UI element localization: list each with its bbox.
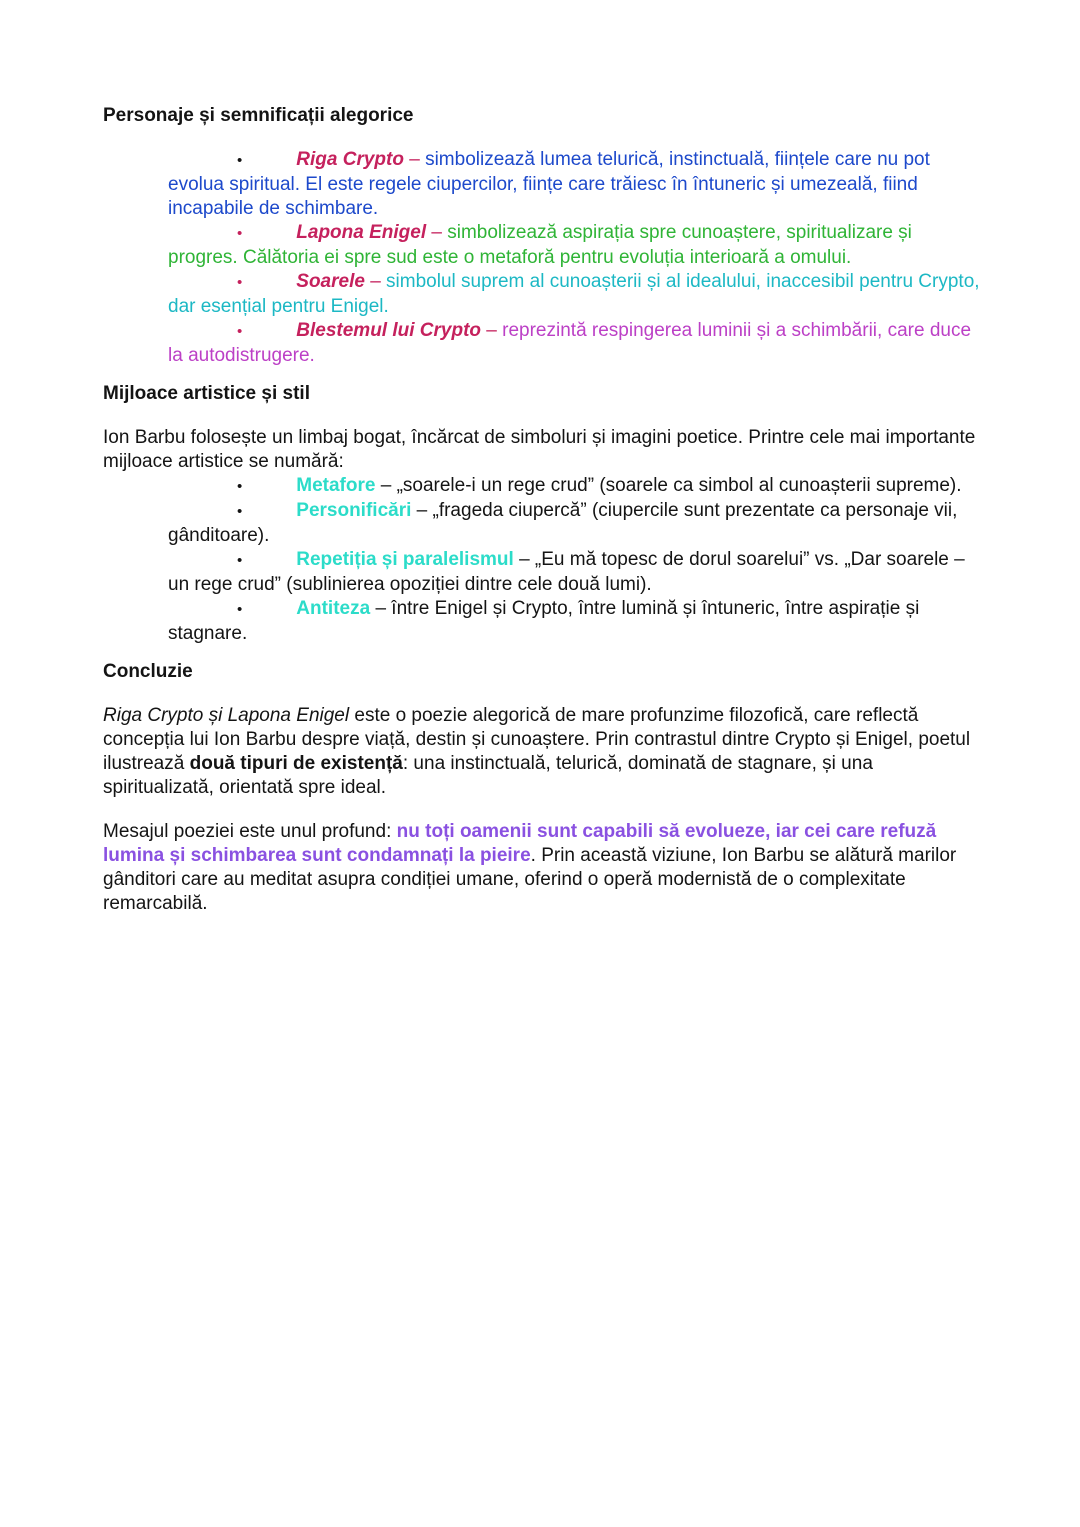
bullet-description: „soarele-i un rege crud” (soarele ca simbol al cunoașterii supreme). [396,475,962,496]
bullet-dash: – [481,320,503,341]
mijloace-intro-paragraph: Ion Barbu folosește un limbaj bogat, încărcat de simboluri și imagini poetice. Printre cele mai importante mijloace artistice se numără: [103,427,976,472]
bullet-description: simbolul suprem al cunoașterii și al idealului, inaccesibil pentru Crypto, dar esențial pentru Enigel. [168,271,980,317]
bullet-marker-icon: • [237,478,243,495]
bullet-item-metafore [103,474,980,499]
paragraph-text: Mesajul poeziei este unul profund: [103,821,397,842]
section-concluzie [103,660,980,916]
bullet-term: Antiteza [296,598,371,619]
poem-title-italic: Riga Crypto și Lapona Enigel [103,705,350,726]
bullet-description: „Eu mă topesc de dorul soarelui” vs. „Dar soarele – un rege crud” (sublinierea opoziției dintre cele două lumi). [168,549,965,595]
bullet-item-personificari [103,499,980,548]
bullet-item-soarele [103,270,980,319]
bullet-term: Soarele [296,271,365,292]
bullet-dash: – [411,500,433,521]
message-highlight: nu toți oamenii sunt capabili să evolueze, iar cei care refuză lumina și schimbarea sunt condamnați la pieire [103,821,937,866]
bullet-description: „frageda ciupercă” (ciupercile sunt prezentate ca personaje vii, gânditoare). [168,500,958,546]
paragraph-text: este o poezie alegorică de mare profunzime filozofică, care reflectă concepția lui Ion Barbu despre viață, destin și cunoaștere. Prin contrastul dintre Crypto și Enigel, poetul ilustrează [103,705,971,774]
bullet-description: simbolizează aspirația spre cunoaștere, spiritualizare și progres. Călătoria ei spre sud este o metaforă pentru evoluția interioară a omului. [168,222,912,268]
bullet-term: Riga Crypto [296,149,404,170]
bullet-dash: – [364,271,387,292]
bullet-marker-icon: • [237,225,243,242]
bullet-item-blestemul-lui-crypto [103,319,980,368]
bullet-description: reprezintă respingerea luminii și a schimbării, care duce la autodistrugere. [168,320,972,366]
bullet-term: Repetiția și paralelismul [296,549,514,570]
bold-phrase: două tipuri de existență [189,753,403,774]
bullet-dash: – [513,549,535,570]
bullet-item-repetitia-si-paralelismul [103,548,980,597]
bullet-marker-icon: • [237,152,243,169]
document-page [103,104,980,936]
bullet-description: simbolizează lumea telurică, instinctuală, ființele care nu pot evolua spiritual. El este regele ciupercilor, ființe care trăiesc în întuneric și umezeală, fiind incapabile de schimbare. [168,149,930,219]
bullet-marker-icon: • [237,552,243,569]
conclusion-paragraph-1 [103,704,980,800]
section-mijloace [103,382,980,646]
bullet-marker-icon: • [237,274,243,291]
bullet-marker-icon: • [237,601,243,618]
bullet-item-riga-crypto [103,148,980,221]
bullet-item-antiteza [103,597,980,646]
bullet-dash: – [426,222,448,243]
bullet-marker-icon: • [237,503,243,520]
section-personaje [103,104,980,368]
bullet-dash: – [370,598,392,619]
bullet-term: Metafore [296,475,376,496]
heading-mijloace: Mijloace artistice și stil [103,383,310,404]
bullet-marker-icon: • [237,323,243,340]
bullet-list-personaje [103,148,980,368]
bullet-dash: – [375,475,397,496]
bullet-term: Blestemul lui Crypto [296,320,482,341]
bullet-list-mijloace [103,474,980,646]
heading-personaje: Personaje și semnificații alegorice [103,105,414,126]
bullet-description: între Enigel și Crypto, între lumină și întuneric, între aspirație și stagnare. [168,598,920,644]
bullet-item-lapona-enigel [103,221,980,270]
heading-concluzie: Concluzie [103,661,193,682]
conclusion-paragraph-2 [103,820,980,916]
paragraph-text: : una instinctuală, telurică, dominată de stagnare, și una spiritualizată, orientată spre ideal. [103,753,873,798]
bullet-term: Lapona Enigel [296,222,427,243]
bullet-dash: – [403,149,426,170]
paragraph-text: . Prin această viziune, Ion Barbu se alătură marilor gânditori care au meditat asupra condiției umane, oferind o operă modernistă de o complexitate remarcabilă. [103,845,957,914]
bullet-term: Personificări [296,500,412,521]
